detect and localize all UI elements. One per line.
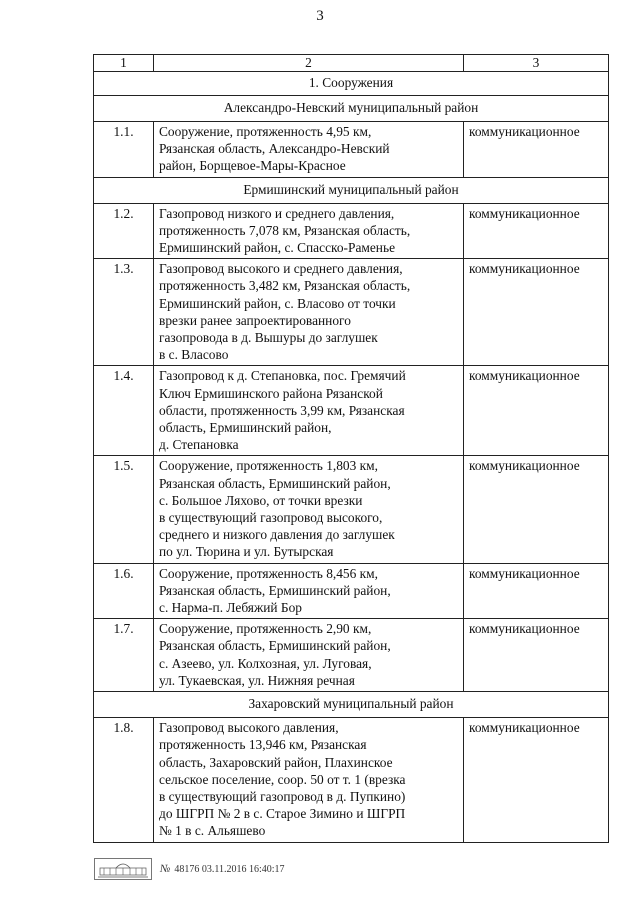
government-building-seal [94, 858, 152, 880]
table-row [94, 366, 609, 456]
description-line: Газопровод к д. Степановка, пос. Гремячий [159, 368, 406, 384]
table-row [94, 619, 609, 692]
district-row [94, 177, 609, 203]
district-name: Александро-Невский муниципальный район [94, 96, 609, 122]
description-line: газопровода в д. Вышуры до заглушек [159, 330, 378, 346]
object-description [154, 619, 464, 692]
object-type: коммуникационное [464, 366, 609, 456]
object-type: коммуникационное [464, 203, 609, 259]
district-name: Захаровский муниципальный район [94, 692, 609, 718]
column-number-3: 3 [464, 55, 609, 72]
description-line: Рязанская область, Ермишинский район, [159, 475, 391, 491]
description-line: Ермишинский район, с. Власово от точки [159, 295, 396, 311]
description-line: область, Ермишинский район, [159, 420, 332, 436]
page-number: 3 [316, 8, 324, 24]
section-row [94, 72, 609, 96]
description-line: до ШГРП № 2 в с. Старое Зимино и ШГРП [159, 806, 406, 822]
district-row [94, 692, 609, 718]
table-row [94, 122, 609, 178]
object-type: коммуникационное [464, 718, 609, 842]
description-line: области, протяженность 3,99 км, Рязанская [159, 402, 405, 418]
object-type: коммуникационное [464, 619, 609, 692]
description-line: район, Борщевое-Мары-Красное [159, 158, 346, 174]
description-line: Рязанская область, Ермишинский район, [159, 582, 391, 598]
description-line: Ермишинский район, с. Спасско-Раменье [159, 240, 396, 256]
row-number: 1.2. [94, 203, 154, 259]
description-line: в существующий газопровод высокого, [159, 510, 383, 526]
object-type: коммуникационное [464, 259, 609, 366]
row-number: 1.8. [94, 718, 154, 842]
description-line: область, Захаровский район, Плахинское [159, 754, 393, 770]
table-row [94, 203, 609, 259]
description-line: по ул. Тюрина и ул. Бутырская [159, 544, 334, 560]
description-line: протяженность 7,078 км, Рязанская область, [159, 222, 411, 238]
object-type: коммуникационное [464, 122, 609, 178]
description-line: протяженность 13,946 км, Рязанская [159, 737, 367, 753]
object-description [154, 366, 464, 456]
column-number-row [94, 55, 609, 72]
description-line: ул. Тукаевская, ул. Нижняя речная [159, 672, 355, 688]
description-line: Сооружение, протяженность 2,90 км, [159, 621, 372, 637]
row-number: 1.1. [94, 122, 154, 178]
description-line: Газопровод низкого и среднего давления, [159, 205, 395, 221]
object-description [154, 456, 464, 563]
description-line: врезки ранее запроектированного [159, 312, 351, 328]
registration-stamp: 48176 03.11.2016 16:40:17 [174, 863, 285, 875]
description-line: в существующий газопровод в д. Пупкино) [159, 788, 406, 804]
description-line: д. Степановка [159, 437, 239, 453]
description-line: в с. Власово [159, 347, 229, 363]
description-line: с. Большое Ляхово, от точки врезки [159, 492, 363, 508]
object-description [154, 259, 464, 366]
description-line: Газопровод высокого давления, [159, 720, 339, 736]
object-description [154, 203, 464, 259]
object-type: коммуникационное [464, 563, 609, 619]
property-table-body [94, 55, 609, 843]
row-number: 1.5. [94, 456, 154, 563]
description-line: с. Нарма-п. Лебяжий Бор [159, 600, 302, 616]
description-line: Сооружение, протяженность 8,456 км, [159, 565, 378, 581]
section-title: 1. Сооружения [94, 72, 609, 96]
object-description [154, 563, 464, 619]
object-type: коммуникационное [464, 456, 609, 563]
description-line: Ключ Ермишинского района Рязанской [159, 385, 383, 401]
row-number: 1.7. [94, 619, 154, 692]
number-sign: № [160, 863, 171, 875]
property-table [93, 54, 609, 843]
description-line: сельское поселение, соор. 50 от т. 1 (врезка [159, 771, 406, 787]
description-line: с. Азеево, ул. Колхозная, ул. Луговая, [159, 655, 372, 671]
document-footer [94, 857, 285, 881]
description-line: № 1 в с. Альяшево [159, 823, 266, 839]
description-line: Газопровод высокого и среднего давления, [159, 261, 403, 277]
row-number: 1.4. [94, 366, 154, 456]
table-row [94, 259, 609, 366]
description-line: среднего и низкого давления до заглушек [159, 527, 395, 543]
table-row [94, 563, 609, 619]
object-description [154, 122, 464, 178]
district-name: Ермишинский муниципальный район [94, 177, 609, 203]
description-line: Сооружение, протяженность 1,803 км, [159, 458, 378, 474]
table-row [94, 718, 609, 842]
column-number-1: 1 [94, 55, 154, 72]
object-description [154, 718, 464, 842]
district-row [94, 96, 609, 122]
table-row [94, 456, 609, 563]
description-line: протяженность 3,482 км, Рязанская область, [159, 278, 411, 294]
description-line: Рязанская область, Александро-Невский [159, 141, 390, 157]
row-number: 1.3. [94, 259, 154, 366]
description-line: Сооружение, протяженность 4,95 км, [159, 124, 372, 139]
row-number: 1.6. [94, 563, 154, 619]
column-number-2: 2 [154, 55, 464, 72]
description-line: Рязанская область, Ермишинский район, [159, 638, 391, 654]
